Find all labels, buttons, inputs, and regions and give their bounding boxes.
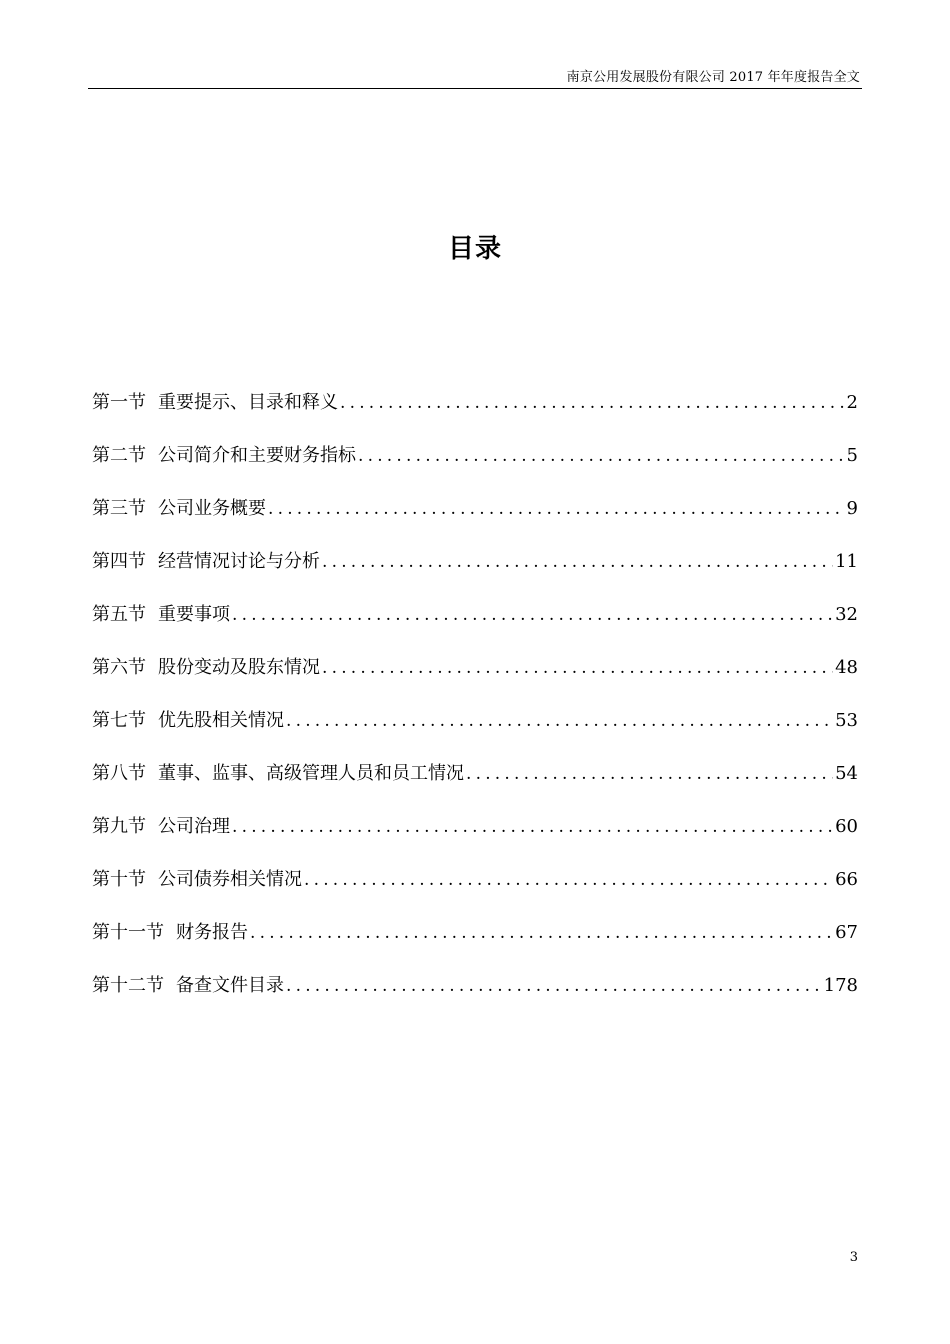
toc-dot-leader [322, 658, 833, 678]
toc-dot-leader [340, 393, 845, 413]
toc-page-number: 11 [835, 551, 858, 572]
toc-section-number: 第八节 [92, 763, 146, 784]
toc-page-number: 9 [846, 498, 858, 519]
toc-section-number: 第五节 [92, 604, 146, 625]
toc-dot-leader [268, 499, 845, 519]
page-number: 3 [849, 1250, 858, 1265]
toc-page-number: 53 [835, 710, 858, 731]
toc-entry-label: 重要事项 [158, 604, 230, 625]
toc-entry[interactable] [92, 971, 858, 1024]
toc-section-number: 第十节 [92, 869, 146, 890]
toc-entry-label: 董事、监事、高级管理人员和员工情况 [158, 763, 464, 784]
toc-entry-label: 公司简介和主要财务指标 [158, 445, 356, 466]
toc-page-number: 60 [835, 816, 858, 837]
toc-entry-label: 公司治理 [158, 816, 230, 837]
toc-entry[interactable] [92, 653, 858, 706]
toc-entry-label: 经营情况讨论与分析 [158, 551, 320, 572]
toc-dot-leader [232, 817, 833, 837]
toc-entry-label: 备查文件目录 [176, 975, 284, 996]
toc-dot-leader [322, 552, 833, 572]
toc-entry[interactable] [92, 441, 858, 494]
toc-dot-leader [250, 923, 833, 943]
toc-entry[interactable] [92, 547, 858, 600]
toc-entry[interactable] [92, 865, 858, 918]
toc-section-number: 第三节 [92, 498, 146, 519]
toc-section-number: 第四节 [92, 551, 146, 572]
toc-page-number: 5 [846, 445, 858, 466]
toc-page-number: 66 [835, 869, 858, 890]
toc-entry[interactable] [92, 918, 858, 971]
toc-entry[interactable] [92, 759, 858, 812]
toc-title: 目录 [447, 234, 502, 264]
toc-section-number: 第九节 [92, 816, 146, 837]
toc-entry-label: 股份变动及股东情况 [158, 657, 320, 678]
toc-entry-label: 重要提示、目录和释义 [158, 392, 338, 413]
toc-page-number: 32 [835, 604, 858, 625]
toc-section-number: 第七节 [92, 710, 146, 731]
toc-entry[interactable] [92, 494, 858, 547]
toc-dot-leader [286, 976, 822, 996]
toc-section-number: 第十一节 [92, 922, 164, 943]
toc-page-number: 54 [835, 763, 858, 784]
toc-page-number: 178 [823, 975, 858, 996]
header-divider [88, 88, 862, 89]
toc-entry[interactable] [92, 388, 858, 441]
toc-section-number: 第二节 [92, 445, 146, 466]
toc-page-number: 2 [846, 392, 858, 413]
running-header: 南京公用发展股份有限公司 2017 年年度报告全文 [566, 70, 860, 85]
toc-dot-leader [232, 605, 833, 625]
toc-section-number: 第六节 [92, 657, 146, 678]
toc-section-number: 第十二节 [92, 975, 164, 996]
toc-dot-leader [304, 870, 833, 890]
toc-dot-leader [466, 764, 833, 784]
toc-page-number: 67 [835, 922, 858, 943]
toc-entry-label: 公司业务概要 [158, 498, 266, 519]
table-of-contents [92, 388, 858, 1024]
toc-entry[interactable] [92, 600, 858, 653]
toc-dot-leader [358, 446, 845, 466]
toc-entry[interactable] [92, 706, 858, 759]
toc-section-number: 第一节 [92, 392, 146, 413]
toc-entry[interactable] [92, 812, 858, 865]
toc-entry-label: 财务报告 [176, 922, 248, 943]
toc-page-number: 48 [835, 657, 858, 678]
toc-dot-leader [286, 711, 833, 731]
toc-entry-label: 优先股相关情况 [158, 710, 284, 731]
toc-entry-label: 公司债券相关情况 [158, 869, 302, 890]
